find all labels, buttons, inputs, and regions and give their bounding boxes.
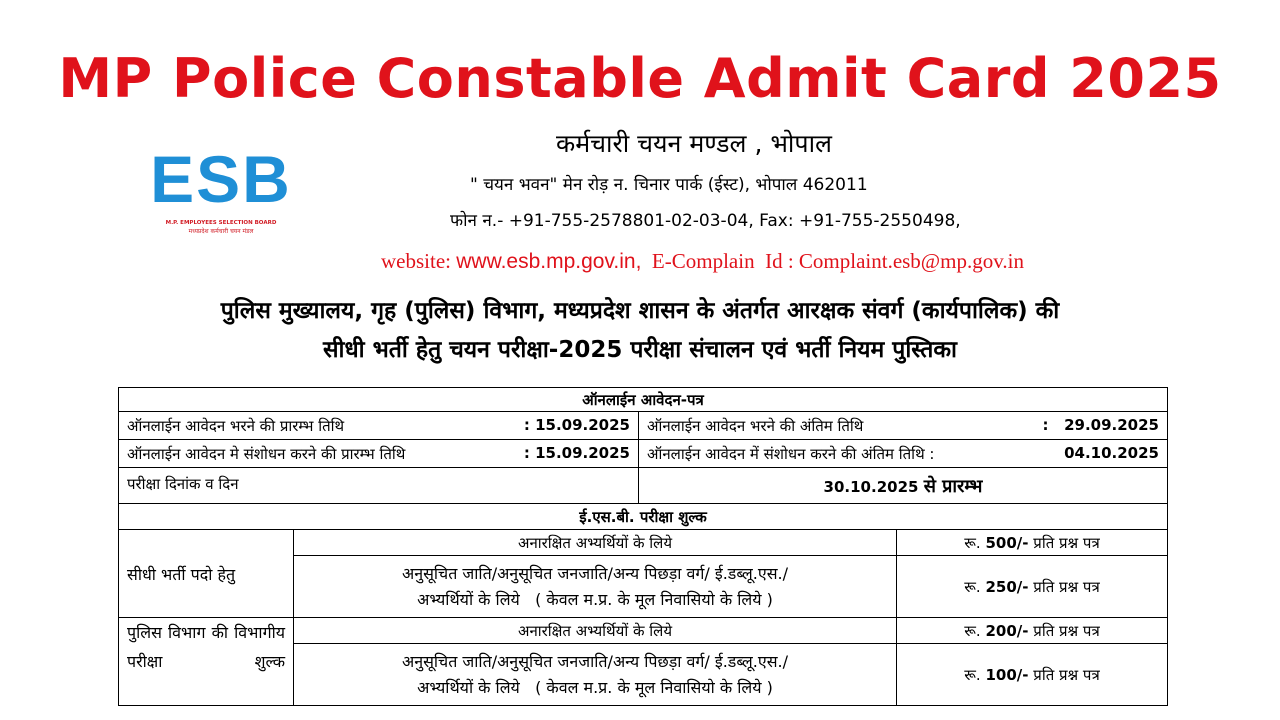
e-complain: E-Complain Id : Complaint.esb@mp.gov.in bbox=[641, 249, 1024, 273]
exam-date-label: परीक्षा दिनांक व दिन bbox=[119, 468, 639, 504]
end-date-cell bbox=[639, 412, 1168, 440]
fee-amount-2: 250/- bbox=[985, 577, 1029, 596]
fee-category-unreserved: अनारक्षित अभ्यर्थियों के लिये bbox=[294, 530, 897, 556]
start-date-label: ऑनलाईन आवेदन भरने की प्रारम्भ तिथि bbox=[127, 416, 345, 435]
direct-recruitment-label: सीधी भर्ती पदो हेतु bbox=[119, 530, 294, 618]
start-date-value: : 15.09.2025 bbox=[523, 415, 630, 434]
website-line bbox=[381, 247, 1024, 276]
banner-title: MP Police Constable Admit Card 2025 bbox=[58, 47, 1222, 110]
end-date-value: : 29.09.2025 bbox=[1042, 415, 1159, 434]
fee-category-reserved: अनुसूचित जाति/अनुसूचित जनजाति/अन्य पिछड़ा वर्ग/ ई.डब्लू.एस./ अभ्यर्थियों के लिये ( केवल म.प्र. के मूल निवासियो के लिये ) bbox=[294, 556, 897, 618]
fee-category-unreserved-dept: अनारक्षित अभ्यर्थियों के लिये bbox=[294, 618, 897, 644]
website-prefix: website: bbox=[381, 249, 457, 273]
fee-amount-1: 500/- bbox=[985, 533, 1029, 552]
fee-amount-4: 100/- bbox=[985, 665, 1029, 684]
schedule-table bbox=[118, 387, 1168, 706]
org-name: कर्मचारी चयन मण्डल , भोपाल bbox=[556, 129, 833, 158]
exam-date-value: 30.10.2025 bbox=[823, 477, 919, 496]
svg-text:M.P. EMPLOYEES SELECTION BOARD: M.P. EMPLOYEES SELECTION BOARD bbox=[165, 220, 277, 226]
edit-start-label: ऑनलाईन आवेदन मे संशोधन करने की प्रारम्भ तिथि bbox=[127, 444, 406, 463]
fee-cell-2: रू. 250/- प्रति प्रश्न पत्र bbox=[897, 556, 1168, 618]
exam-date-cell bbox=[639, 468, 1168, 504]
exam-date-suffix: से प्रारम्भ bbox=[923, 475, 983, 497]
website-link[interactable]: www.esb.mp.gov.in, bbox=[456, 250, 642, 273]
edit-start-value: : 15.09.2025 bbox=[523, 443, 630, 462]
heading-line-2: सीधी भर्ती हेतु चयन परीक्षा-2025 परीक्षा संचालन एवं भर्ती नियम पुस्तिका bbox=[323, 337, 957, 363]
edit-end-cell bbox=[639, 440, 1168, 468]
fee-cell-3: रू. 200/- प्रति प्रश्न पत्र bbox=[897, 618, 1168, 644]
svg-text:ESB: ESB bbox=[150, 142, 292, 216]
fee-amount-3: 200/- bbox=[985, 621, 1029, 640]
address: " चयन भवन" मेन रोड़ न. चिनार पार्क (ईस्ट), भोपाल 462011 bbox=[470, 175, 868, 195]
dept-exam-label: पुलिस विभाग की विभागीय परीक्षा शुल्क bbox=[119, 618, 294, 706]
fee-cell-4: रू. 100/- प्रति प्रश्न पत्र bbox=[897, 644, 1168, 706]
section-title-exam-fee: ई.एस.बी. परीक्षा शुल्क bbox=[119, 504, 1168, 530]
start-date-cell bbox=[119, 412, 639, 440]
section-title-online-form: ऑनलाईन आवेदन-पत्र bbox=[119, 388, 1168, 412]
edit-start-cell bbox=[119, 440, 639, 468]
end-date-label: ऑनलाईन आवेदन भरने की अंतिम तिथि bbox=[647, 416, 864, 435]
fee-category-reserved-dept: अनुसूचित जाति/अनुसूचित जनजाति/अन्य पिछड़ा वर्ग/ ई.डब्लू.एस./ अभ्यर्थियों के लिये ( केवल म.प्र. के मूल निवासियो के लिये ) bbox=[294, 644, 897, 706]
phone-fax: फोन न.- +91-755-2578801-02-03-04, Fax: +91-755-2550498, bbox=[450, 211, 961, 231]
heading-line-1: पुलिस मुख्यालय, गृह (पुलिस) विभाग, मध्यप्रदेश शासन के अंतर्गत आरक्षक संवर्ग (कार्यपालिक) की bbox=[220, 298, 1060, 324]
fee-cell-1: रू. 500/- प्रति प्रश्न पत्र bbox=[897, 530, 1168, 556]
edit-end-value: 04.10.2025 bbox=[1064, 443, 1159, 462]
esb-logo bbox=[146, 140, 296, 236]
document-heading bbox=[100, 292, 1180, 370]
svg-text:मध्यप्रदेश कर्मचारी चयन मंडल: मध्यप्रदेश कर्मचारी चयन मंडल bbox=[188, 228, 254, 235]
edit-end-label: ऑनलाईन आवेदन में संशोधन करने की अंतिम तिथि : bbox=[647, 444, 935, 463]
